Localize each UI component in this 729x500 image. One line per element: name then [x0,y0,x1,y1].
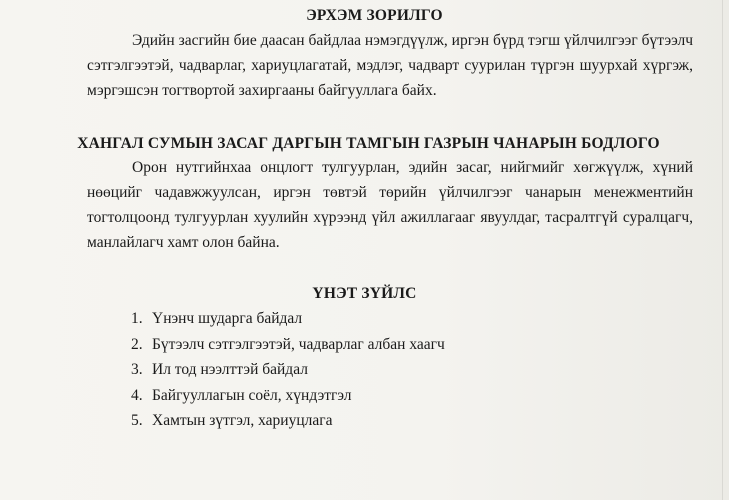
list-item [131,383,445,409]
list-item [131,332,445,358]
mission-text: Эдийн засгийн бие даасан байдлаа нэмэгдүүлж, иргэн бүрд тэгш үйлчилгээг бүтээлч сэтгэлгээтэй, чадварлаг, хариуцлагатай, мэдлэг, чадварт суурилан түргэн шуурхай хүргэж, мэргэшсэн тогтвортой захиргааны байгууллага байх. [87,32,693,99]
quality-policy-text: Орон нутгийнхаа онцлогт тулгуурлан, эдийн засаг, нийгмийг хөгжүүлж, хүний нөөцийг чадавжжуулсан, иргэн төвтэй төрийн үйлчилгээг чанарын менежментийн тогтолцоонд тулгуурлан хуулийн хүрээнд үйл ажиллагааг явуулдаг, тасралтгүй суралцагч, манлайлагч хамт олон байна. [87,159,693,251]
values-heading: ҮНЭТ ЗҮЙЛС [312,285,417,302]
list-item-number: 2. [131,335,143,353]
list-item-number: 4. [131,386,143,404]
page-edge [722,0,723,500]
quality-policy-heading: ХАНГАЛ СУМЫН ЗАСАГ ДАРГЫН ТАМГЫН ГАЗРЫН ЧАНАРЫН БОДЛОГО [77,135,660,152]
list-item-number: 5. [131,412,143,429]
list-item-text: Үнэнч шударга байдал [152,310,303,327]
list-item [131,408,445,434]
list-item-text: Бүтээлч сэтгэлгээтэй, чадварлаг албан хаагч [152,335,445,353]
mission-heading: ЭРХЭМ ЗОРИЛГО [306,7,443,24]
list-item [131,357,445,383]
list-item-number: 3. [131,361,143,378]
list-item-text: Ил тод нээлттэй байдал [152,361,308,378]
list-item [131,306,445,332]
values-list [131,306,445,434]
list-item-text: Хамтын зүтгэл, хариуцлага [152,412,333,429]
list-item-number: 1. [131,310,143,327]
list-item-text: Байгууллагын соёл, хүндэтгэл [152,386,352,404]
